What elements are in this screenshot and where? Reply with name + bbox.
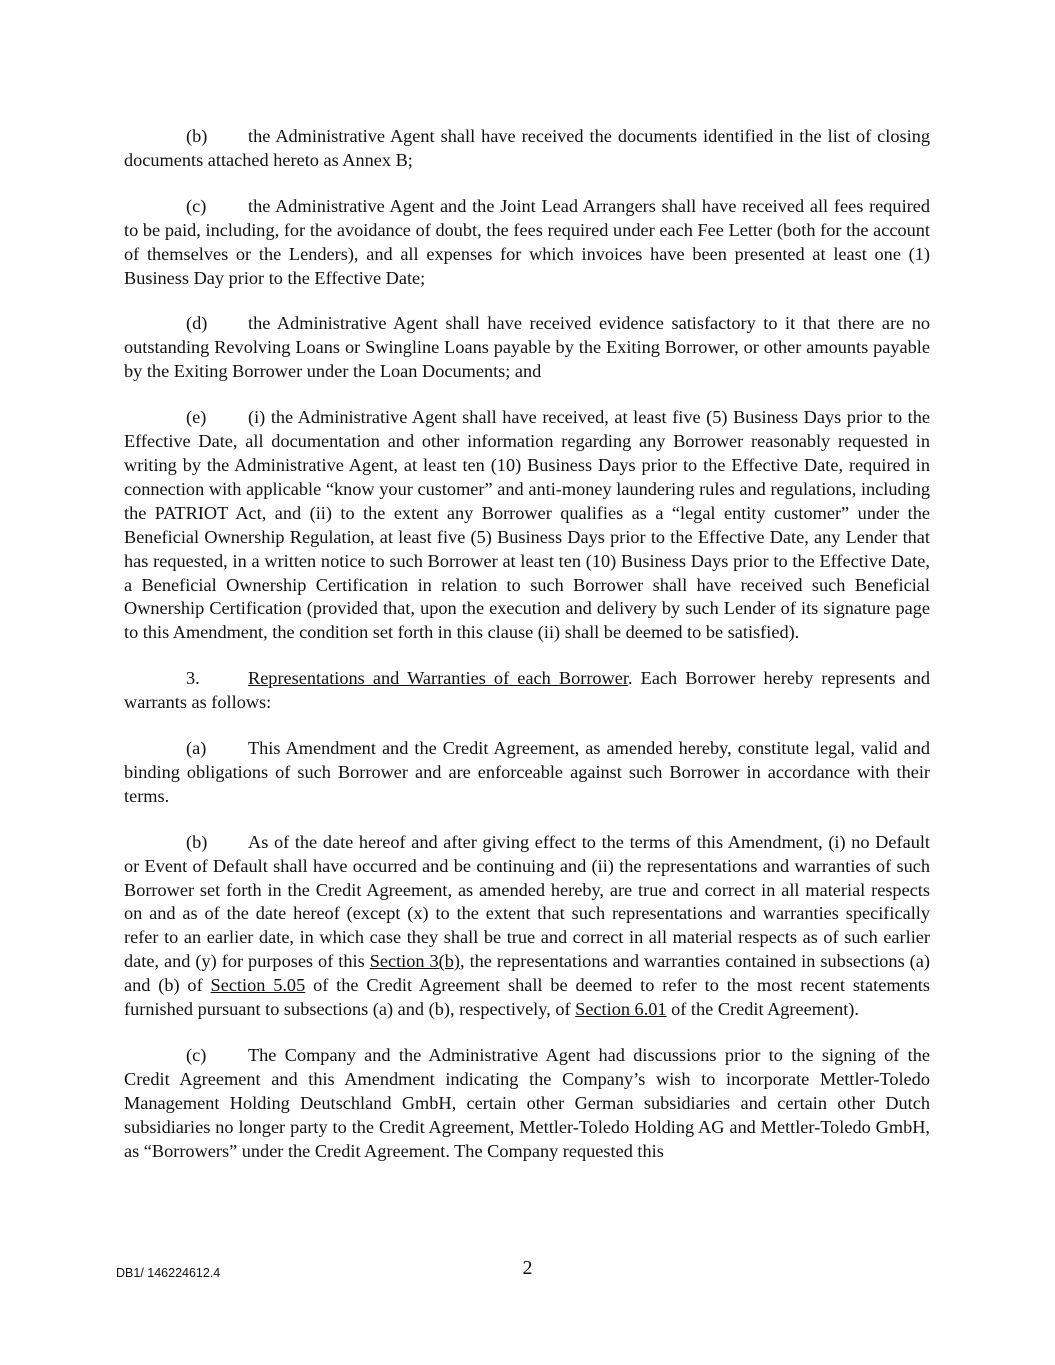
section-3-heading xyxy=(124,667,930,715)
paragraph-text: the Administrative Agent shall have received the documents identified in the list of closing documents attached hereto as Annex B; xyxy=(124,126,930,170)
paragraph-label: (e) xyxy=(186,407,207,428)
paragraph-e xyxy=(124,406,930,645)
paragraph-label: (b) xyxy=(186,831,208,852)
section-3-item-a xyxy=(124,737,930,809)
document-id: DB1/ 146224612.4 xyxy=(116,1266,221,1280)
paragraph-text: The Company and the Administrative Agent had discussions prior to the signing of the Credit Agreement and this Amendment indicating the Company’s wish to incorporate Mettler-Toledo Management Holding Deutschland GmbH, certain other German subsidiaries and certain other Dutch subsidiaries no longer party to the Credit Agreement, Mettler-Toledo Holding AG and Mettler-Toledo GmbH, as “Borrowers” under the Credit Agreement. The Company requested this xyxy=(124,1045,930,1161)
document-body xyxy=(124,125,930,1186)
paragraph-label: (b) xyxy=(186,126,208,146)
section-number: 3. xyxy=(186,668,200,689)
section-3-item-c xyxy=(124,1044,930,1164)
paragraph-label: (c) xyxy=(186,195,207,216)
page-number: 2 xyxy=(522,1257,533,1279)
paragraph-label: (d) xyxy=(186,313,208,334)
paragraph-text: This Amendment and the Credit Agreement, as amended hereby, constitute legal, valid and binding obligations of such Borrower and are enforceable against such Borrower in accordance with their terms. xyxy=(124,738,930,806)
paragraph-text: of the Credit Agreement). xyxy=(666,999,859,1020)
paragraph-b xyxy=(124,125,930,173)
paragraph-text: the Administrative Agent shall have received evidence satisfactory to it that there are no outstanding Revolving Loans or Swingline Loans payable by the Exiting Borrower, or other amounts payable by the Exiting Borrower under the Loan Documents; and xyxy=(124,313,930,382)
section-intro: . Each Borrower hereby represents and warrants as follows: xyxy=(124,668,930,713)
paragraph-text: of the Credit Agreement shall be deemed to refer to the most recent statements furnished pursuant to subsections (a) and (b), respectively, of xyxy=(124,975,930,1020)
paragraph-text: , the representations and warranties contained in subsections (a) and (b) of xyxy=(124,951,930,996)
paragraph-text: (i) the Administrative Agent shall have received, at least five (5) Business Days prior to the Effective Date, all documentation and other information regarding any Borrower reasonably requested in writing by the Administrative Agent, at least ten (10) Business Days prior to the Effective Date, required in connection with applicable “know your customer” and anti-money laundering rules and regulations, including the PATRIOT Act, and (ii) to the extent any Borrower qualifies as a “legal entity customer” under the Beneficial Ownership Regulation, at least five (5) Business Days prior to the Effective Date, any Lender that has requested, in a written notice to such Borrower at least ten (10) Business Days prior to the Effective Date, a Beneficial Ownership Certification in relation to such Borrower shall have received such Beneficial Ownership Certification (provided that, upon the execution and delivery by such Lender of its signature page to this Amendment, the condition set forth in this clause (ii) shall be deemed to be satisfied). xyxy=(124,407,930,643)
section-reference: Section 5.05 xyxy=(210,975,306,996)
paragraph-label: (a) xyxy=(186,738,207,759)
paragraph-d xyxy=(124,312,930,384)
paragraph-label: (c) xyxy=(186,1045,207,1065)
paragraph-text: As of the date hereof and after giving effect to the terms of this Amendment, (i) no Default or Event of Default shall have occurred and be continuing and (ii) the representations and warranties of such Borrower set forth in the Credit Agreement, as amended hereby, are true and correct in all material respects on and as of the date hereof (except (x) to the extent that such representations and warranties specifically refer to an earlier date, in which case they shall be true and correct in all material respects as of such earlier date, and (y) for purposes of this xyxy=(124,831,930,972)
paragraph-c xyxy=(124,195,930,291)
section-3-item-b xyxy=(124,831,930,1022)
section-title: Representations and Warranties of each Borrower xyxy=(248,668,628,689)
paragraph-text: the Administrative Agent and the Joint Lead Arrangers shall have received all fees required to be paid, including, for the avoidance of doubt, the fees required under each Fee Letter (both for the account of themselves or the Lenders), and all expenses for which invoices have been presented at least one (1) Business Day prior to the Effective Date; xyxy=(124,195,930,288)
section-reference: Section 3(b) xyxy=(369,951,460,972)
section-reference: Section 6.01 xyxy=(575,999,667,1020)
